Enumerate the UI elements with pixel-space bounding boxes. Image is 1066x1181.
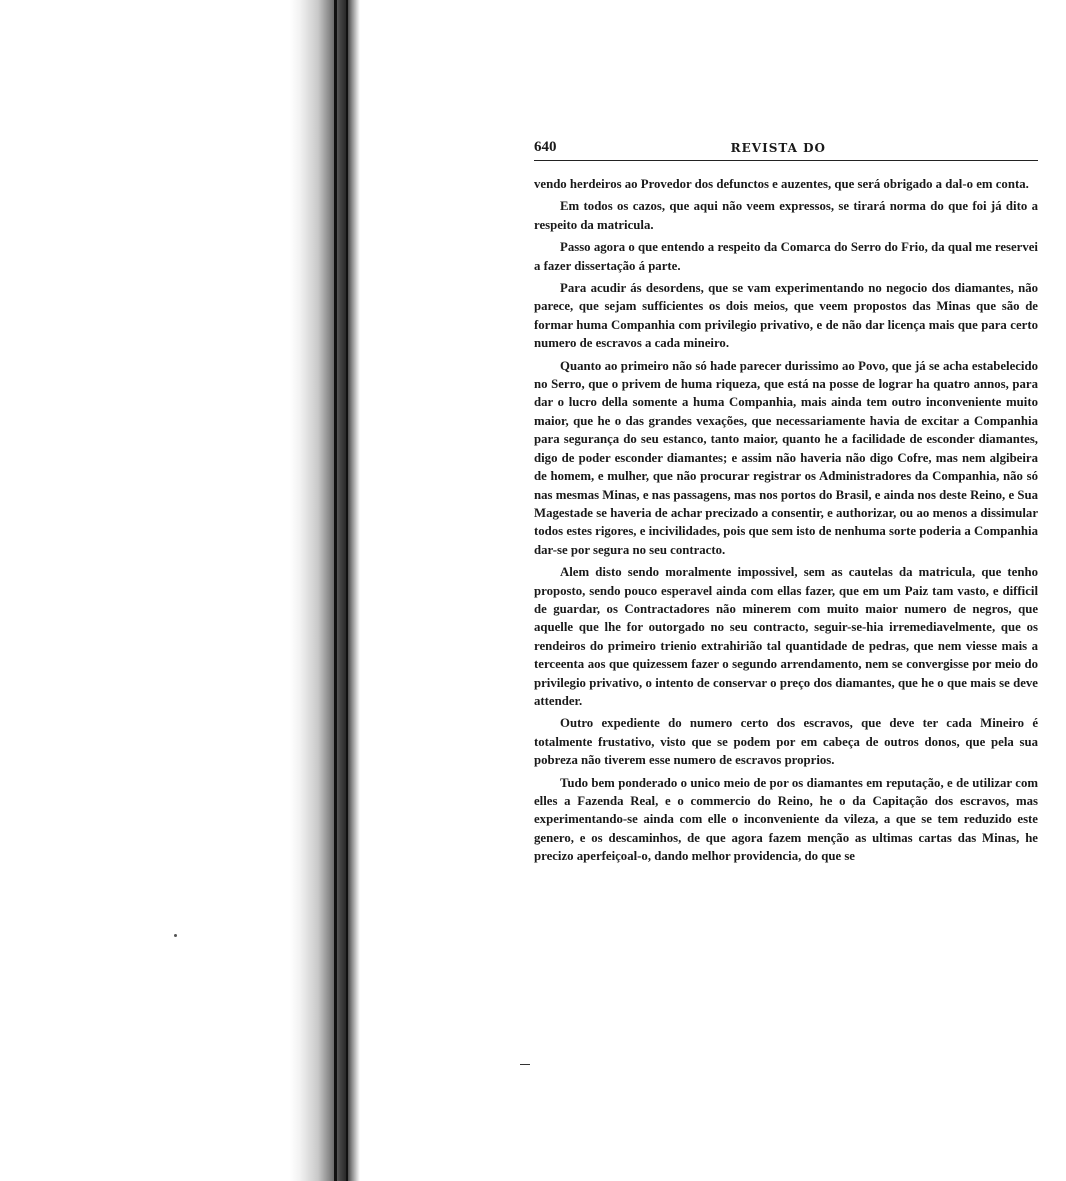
paragraph: Para acudir ás desordens, que se vam experimentando no negocio dos diamantes, não parece, que sejam sufficientes os dois meios, que veem propostos das Minas que são de formar huma Companhia com privilegio privativo, e de não dar licença mais que para certo numero de escravos a cada mineiro. (534, 281, 1038, 351)
paragraph: Em todos os cazos, que aqui não veem expressos, se tirará norma do que foi já dito a respeito da matricula. (534, 199, 1038, 232)
document-page (534, 134, 1038, 870)
gutter-line (346, 0, 348, 1181)
gutter-line (334, 0, 337, 1181)
margin-mark (520, 1064, 530, 1065)
paragraph: Passo agora o que entendo a respeito da Comarca do Serro do Frio, da qual me reservei a fazer dissertação á parte. (534, 240, 1038, 273)
paragraph: Alem disto sendo moralmente impossivel, sem as cautelas da matricula, que tenho proposto, sendo pouco esperavel ainda com ellas fazer, que em um Paiz tam vasto, e difficil de guardar, os Contractadores não minerem com muito maior numero de negros, que aquelle que lhe for outorgado no seu contracto, seguir-se-hia irremediavelmente, que os rendeiros do primeiro trienio extrahirião tal quantidade de pedras, que nem viesse mais a terceenta aos que quizessem fazer o segundo arrendamento, nem se convergisse por meio do privilegio privativo, o intento de conservar o preço dos diamantes, que he o que mais se deve attender. (534, 565, 1038, 708)
running-title: REVISTA DO (730, 141, 826, 155)
paragraph: Tudo bem ponderado o unico meio de por os diamantes em reputação, e de utilizar com elles a Fazenda Real, e o commercio do Reino, he o da Capitação dos escravos, mas experimentando-se ainda com elle o inconveniente da vileza, a que se tem reduzido este genero, e os descaminhos, de que agora fazem menção as ultimas cartas das Minas, he precizo aperfeiçoal-o, dando melhor providencia, do que se (534, 775, 1038, 864)
header-rule (534, 160, 1038, 161)
book-gutter-shadow (0, 0, 360, 1181)
page-header (534, 134, 1038, 156)
paragraph: vendo herdeiros ao Provedor dos defunctos e auzentes, que será obrigado a dal-o em conta. (534, 177, 1029, 191)
paragraph: Quanto ao primeiro não só hade parecer durissimo ao Povo, que já se acha estabelecido no Serro, que o privem de huma riqueza, que está na posse de lograr ha quatro annos, para dar o lucro della somente a huma Companhia, mais ainda tem outro inconveniente muito maior, que he o das grandes vexações, que necessariamente havia de excitar a Companhia para segurança do seu estanco, tanto maior, quanto he a facilidade de esconder diamantes, digo de poder esconder diamantes; e assim não haveria não digo Cofre, mas nem algibeira de homem, e mulher, que não procurar registrar os Administradores da Companhia, não só nas mesmas Minas, e nas passagens, mas nos portos do Brasil, e ainda nos deste Reino, e Sua Magestade se haveria de achar precizado a consentir, e authorizar, ou ao menos a dissimular todos estes rigores, e incivilidades, pois que sem isto de nenhuma sorte poderia a Companhia dar-se por segura no seu contracto. (534, 358, 1038, 557)
scan-speck (174, 934, 177, 937)
page-number: 640 (534, 139, 557, 155)
paragraph: Outro expediente do numero certo dos escravos, que deve ter cada Mineiro é totalmente frustativo, visto que se podem por em cabeça de outros donos, que pela sua pobreza não tiverem esse numero de escravos proprios. (534, 716, 1038, 768)
